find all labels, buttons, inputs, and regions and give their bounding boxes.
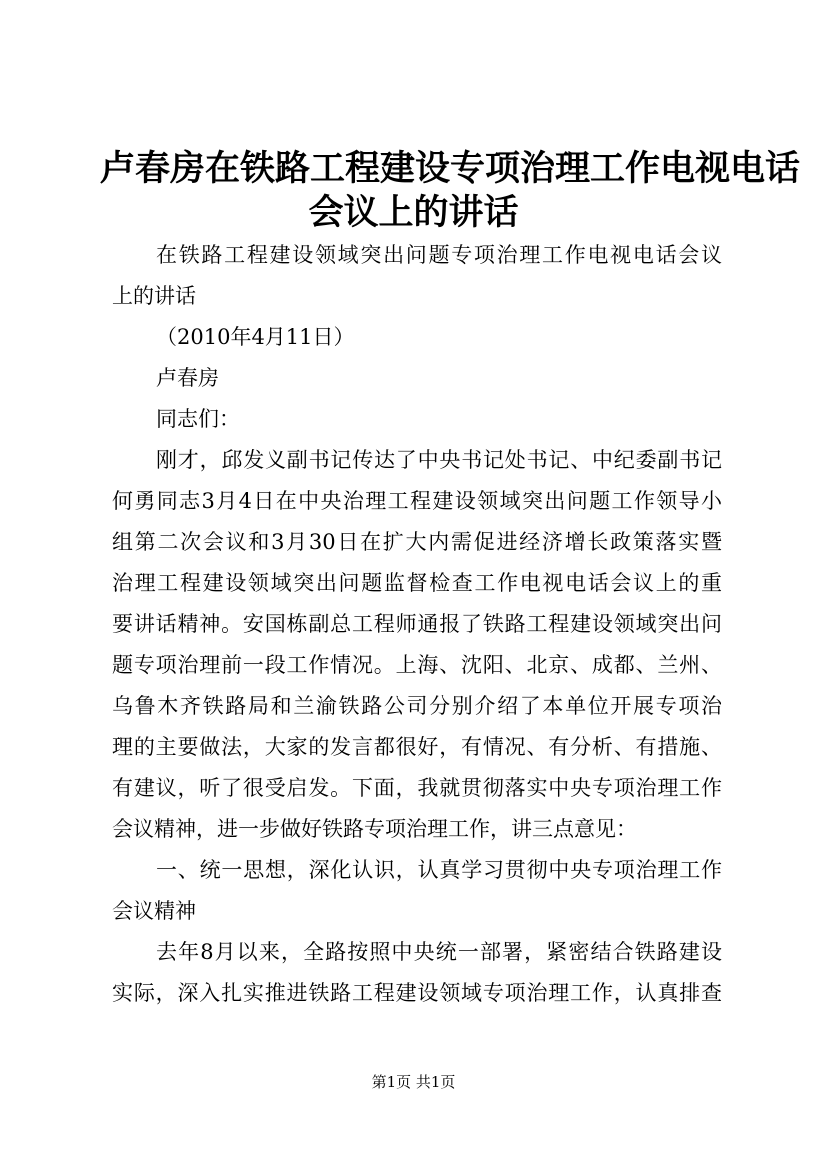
text-line: 一、统一思想，深化认识，认真学习贯彻中央专项治理工作 xyxy=(156,858,722,882)
text-line: 会议精神，进一步做好铁路专项治理工作，讲三点意见： xyxy=(112,817,637,841)
text-line: 乌鲁木齐铁路局和兰渝铁路公司分别介绍了本单位开展专项治 xyxy=(112,694,722,718)
text-line: 刚才，邱发义副书记传达了中央书记处书记、中纪委副书记 xyxy=(156,448,722,472)
page-footer: 第1页 共1页 xyxy=(371,1073,456,1091)
text-line: 上的讲话 xyxy=(112,284,196,308)
text-line: 要讲话精神。安国栋副总工程师通报了铁路工程建设领域突出问 xyxy=(112,612,722,636)
text-line: （2010年4月11日） xyxy=(156,325,355,349)
document-title-line-1: 卢春房在铁路工程建设专项治理工作电视电话 xyxy=(100,148,801,189)
text-line: 组第二次会议和3月30日在扩大内需促进经济增长政策落实暨 xyxy=(112,530,722,554)
text-line: 同志们： xyxy=(156,407,240,431)
document-body xyxy=(112,235,722,1014)
text-line: 会议精神 xyxy=(112,899,196,923)
text-line: 理的主要做法，大家的发言都很好，有情况、有分析、有措施、 xyxy=(112,735,722,759)
text-line: 治理工程建设领域突出问题监督检查工作电视电话会议上的重 xyxy=(112,571,722,595)
text-line: 去年8月以来，全路按照中央统一部署，紧密结合铁路建设 xyxy=(156,940,722,964)
text-line: 题专项治理前一段工作情况。上海、沈阳、北京、成都、兰州、 xyxy=(112,653,722,677)
text-line: 在铁路工程建设领域突出问题专项治理工作电视电话会议 xyxy=(156,243,722,267)
text-line: 何勇同志3月4日在中央治理工程建设领域突出问题工作领导小 xyxy=(112,489,722,513)
text-line: 实际，深入扎实推进铁路工程建设领域专项治理工作，认真排查 xyxy=(112,981,722,1005)
document-title-line-2: 会议上的讲话 xyxy=(308,192,519,233)
text-line: 有建议，听了很受启发。下面，我就贯彻落实中央专项治理工作 xyxy=(112,776,722,800)
text-line: 卢春房 xyxy=(156,366,219,390)
